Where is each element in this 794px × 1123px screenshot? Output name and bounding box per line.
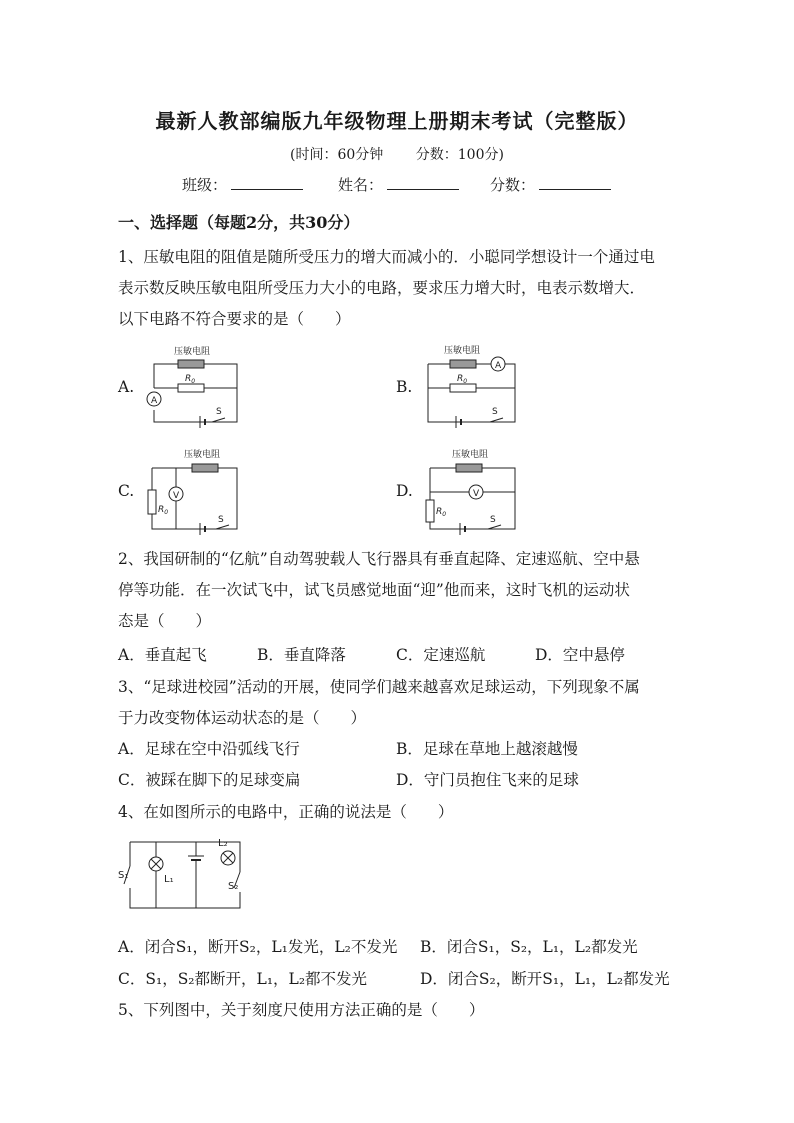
q2-option-a[interactable]: A．垂直起飞	[118, 646, 207, 664]
q3-option-d[interactable]: D．守门员抱住飞来的足球	[396, 771, 579, 789]
q2-line: 停等功能．在一次试飞中，试飞员感觉地面“迎”他而来，这时飞机的运动状	[118, 581, 630, 599]
r0-label: $R_0$	[436, 507, 447, 518]
section-title: 一、选择题（每题2分，共30分）	[118, 213, 360, 232]
q1-line: 1、压敏电阻的阻值是随所受压力的增大而减小的．小聪同学想设计一个通过电	[118, 248, 655, 266]
circuit-d-diagram	[420, 444, 525, 536]
l1-label: L₁	[164, 874, 174, 885]
exam-time: (时间：60分钟	[290, 147, 384, 163]
s2-label: S₂	[228, 881, 239, 892]
q4-line: 4、在如图所示的电路中，正确的说法是（ ）	[118, 803, 454, 821]
q2-line: 2、我国研制的“亿航”自动驾驶载人飞行器具有垂直起降、定速巡航、空中悬	[118, 550, 640, 568]
circuit-c-diagram	[142, 444, 247, 536]
name-label: 姓名：	[338, 176, 384, 194]
switch-label: S	[216, 407, 222, 417]
r0-label: $R_0$	[457, 374, 468, 385]
q1-line: 表示数反映压敏电阻所受压力大小的电路，要求压力增大时，电表示数增大．	[118, 279, 646, 297]
class-field	[182, 174, 303, 195]
voltmeter-icon: V	[173, 491, 180, 501]
switch-label: S	[492, 407, 498, 417]
question-5	[118, 995, 678, 1026]
q4-option-a[interactable]: A．闭合S₁，断开S₂，L₁发光，L₂不发光	[118, 938, 398, 956]
circuit-b-diagram	[420, 340, 525, 432]
pressure-resistor-label: 压敏电阻	[452, 450, 489, 460]
question-4	[118, 797, 678, 828]
q3-option-a[interactable]: A．足球在空中沿弧线飞行	[118, 740, 300, 758]
circuit-a-diagram	[142, 340, 247, 432]
name-field	[338, 174, 459, 195]
question-3	[118, 672, 678, 734]
pressure-resistor-label: 压敏电阻	[184, 450, 221, 460]
q2-line: 态是（ ）	[118, 612, 212, 630]
q2-option-c[interactable]: C．定速巡航	[396, 646, 486, 664]
q1-option-a-label: A.	[118, 378, 135, 396]
q5-line: 5、下列图中，关于刻度尺使用方法正确的是（ ）	[118, 1001, 485, 1019]
ammeter-icon: A	[151, 396, 158, 406]
s1-label: S₁	[118, 870, 129, 881]
voltmeter-icon: V	[473, 489, 480, 499]
page-title: 最新人教部编版九年级物理上册期末考试（完整版）	[155, 109, 639, 133]
q3-option-b[interactable]: B．足球在草地上越滚越慢	[396, 740, 578, 758]
q4-option-b[interactable]: B．闭合S₁，S₂，L₁，L₂都发光	[420, 938, 638, 956]
q2-option-d[interactable]: D．空中悬停	[535, 646, 625, 664]
r0-label: $R_0$	[158, 505, 169, 516]
ammeter-icon: A	[495, 361, 502, 371]
q3-option-c[interactable]: C．被踩在脚下的足球变扁	[118, 771, 301, 789]
score-label: 分数：	[490, 176, 536, 194]
switch-label: S	[218, 515, 224, 525]
class-blank[interactable]	[231, 175, 303, 190]
name-blank[interactable]	[387, 175, 459, 190]
score-blank[interactable]	[539, 175, 611, 190]
circuit-q4-diagram	[118, 834, 250, 920]
score-field	[490, 174, 611, 195]
q2-option-b[interactable]: B．垂直降落	[257, 646, 346, 664]
question-1	[118, 242, 678, 335]
r0-label: $R_0$	[185, 374, 196, 385]
l2-label: L₂	[218, 838, 228, 849]
q4-option-d[interactable]: D．闭合S₂，断开S₁，L₁，L₂都发光	[420, 970, 670, 988]
q1-option-b-label: B.	[396, 378, 413, 396]
q1-option-c-label: C.	[118, 482, 135, 500]
q3-line: 于力改变物体运动状态的是（ ）	[118, 709, 367, 727]
question-2	[118, 544, 678, 637]
pressure-resistor-label: 压敏电阻	[444, 346, 481, 356]
switch-label: S	[490, 515, 496, 525]
exam-meta	[0, 144, 794, 164]
q4-option-c[interactable]: C．S₁，S₂都断开，L₁，L₂都不发光	[118, 970, 368, 988]
q1-line: 以下电路不符合要求的是（ ）	[118, 310, 351, 328]
pressure-resistor-label: 压敏电阻	[174, 347, 211, 357]
exam-score-total: 分数：100分)	[415, 147, 504, 163]
class-label: 班级：	[182, 176, 228, 194]
q3-line: 3、“足球进校园”活动的开展，使同学们越来越喜欢足球运动，下列现象不属	[118, 678, 640, 696]
q1-option-d-label: D.	[396, 482, 413, 500]
